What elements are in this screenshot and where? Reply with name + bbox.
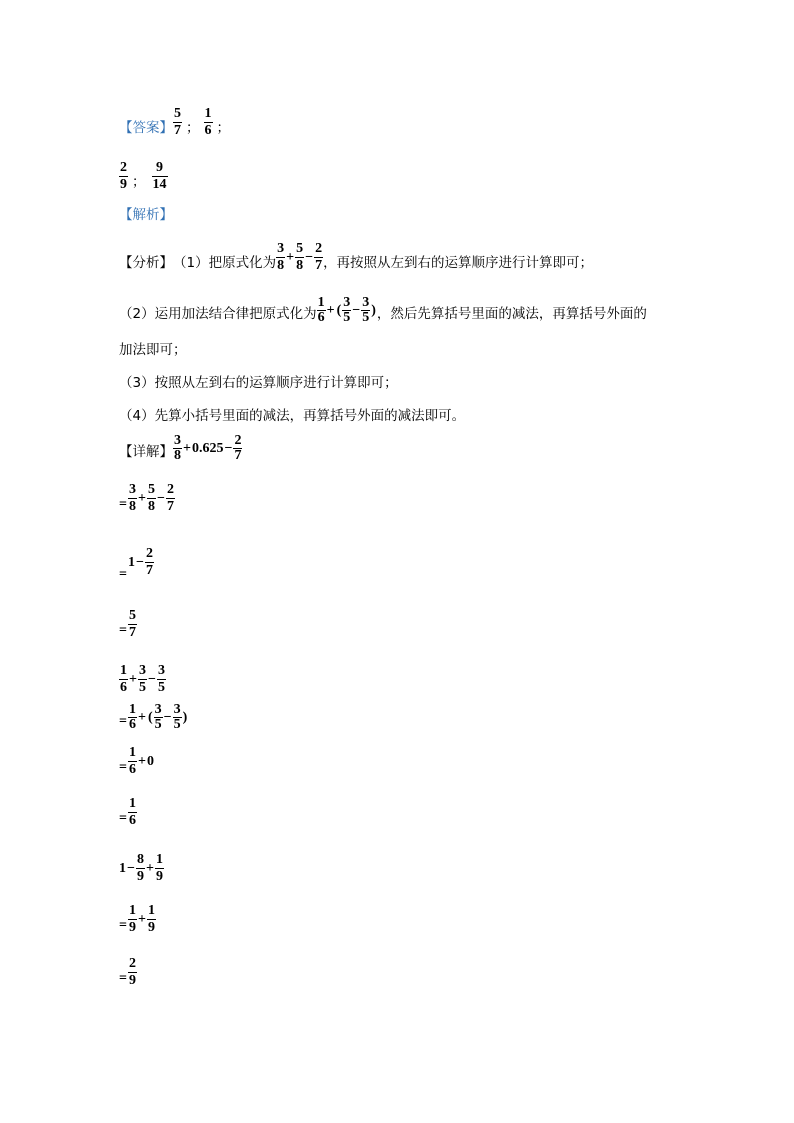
fraction: $\frac{3}{8}$ bbox=[128, 482, 136, 514]
step-3c bbox=[119, 956, 137, 989]
fraction: $\frac{1}{9}$ bbox=[147, 903, 155, 935]
fraction: $\frac{2}{7}$ bbox=[145, 546, 153, 578]
fraction: $\frac{3}{5}$ bbox=[173, 702, 181, 732]
fraction: $\frac{5}{8}$ bbox=[296, 241, 304, 273]
fraction: $\frac{3}{5}$ bbox=[154, 702, 162, 732]
number: 1 bbox=[119, 860, 126, 876]
equals-sign: = bbox=[119, 811, 127, 826]
fraction: $\frac{3}{5}$ bbox=[362, 295, 370, 325]
fraction: $\frac{1}{9}$ bbox=[155, 852, 163, 884]
step-2b bbox=[119, 703, 188, 732]
plus-sign: + bbox=[145, 860, 154, 876]
minus-sign: − bbox=[163, 709, 172, 725]
step-2c bbox=[119, 745, 154, 778]
fraction: $\frac{8}{9}$ bbox=[136, 852, 144, 884]
analysis-p2 bbox=[119, 296, 647, 325]
detail-label: 【详解】 bbox=[119, 444, 173, 460]
equals-sign: = bbox=[119, 567, 127, 582]
plus-sign: + bbox=[183, 440, 191, 456]
minus-sign: − bbox=[156, 490, 165, 506]
p2-prefix: （2）运用加法结合律把原式化为 bbox=[119, 306, 317, 322]
plus-sign: + bbox=[137, 709, 146, 725]
equals-sign: = bbox=[119, 623, 127, 638]
answer-line-2 bbox=[119, 160, 168, 193]
p2-suffix: ，然后先算括号里面的减法，再算括号外面的 bbox=[376, 306, 647, 322]
answer-fraction-1: $\frac{5}{7}$ bbox=[174, 106, 181, 138]
analysis-p3: （3）按照从左到右的运算顺序进行计算即可； bbox=[119, 375, 398, 391]
fraction: $\frac{1}{9}$ bbox=[128, 903, 136, 935]
equals-sign: = bbox=[119, 497, 127, 512]
answer-fraction-2: $\frac{1}{6}$ bbox=[204, 106, 212, 138]
right-paren: ) bbox=[182, 709, 188, 725]
analysis-p1 bbox=[119, 241, 593, 274]
minus-sign: − bbox=[147, 671, 156, 687]
fraction: $\frac{3}{8}$ bbox=[277, 241, 285, 273]
equals-sign: = bbox=[119, 714, 127, 729]
p1-suffix: ，再按照从左到右的运算顺序进行计算即可； bbox=[323, 255, 594, 271]
step-2d bbox=[119, 796, 137, 829]
fraction: $\frac{5}{8}$ bbox=[147, 482, 155, 514]
plus-sign: + bbox=[137, 911, 146, 927]
plus-sign: + bbox=[137, 753, 146, 769]
number: 1 bbox=[127, 554, 135, 570]
equals-sign: = bbox=[119, 918, 127, 933]
left-paren: ( bbox=[147, 709, 153, 725]
step-2a bbox=[119, 663, 166, 696]
right-paren: ) bbox=[371, 302, 376, 318]
answer-fraction-3: $\frac{2}{9}$ bbox=[120, 160, 127, 192]
detail-line bbox=[119, 434, 242, 463]
minus-sign: − bbox=[352, 302, 361, 318]
left-paren: ( bbox=[336, 302, 342, 318]
fraction: $\frac{2}{7}$ bbox=[234, 433, 242, 463]
decimal-value: 0.625 bbox=[191, 440, 224, 456]
fraction: $\frac{3}{5}$ bbox=[138, 663, 146, 695]
fraction: $\frac{3}{5}$ bbox=[157, 663, 165, 695]
minus-sign: − bbox=[135, 554, 144, 570]
fraction: $\frac{1}{6}$ bbox=[128, 796, 136, 828]
equals-sign: = bbox=[119, 760, 127, 775]
p2-continuation: 加法即可； bbox=[119, 342, 187, 358]
p1-prefix: （1）把原式化为 bbox=[173, 255, 277, 271]
answer-line-1 bbox=[119, 106, 230, 139]
fraction: $\frac{2}{7}$ bbox=[166, 482, 174, 514]
fenxi-label: 【分析】 bbox=[119, 255, 173, 271]
plus-sign: + bbox=[137, 490, 146, 506]
fraction: $\frac{3}{8}$ bbox=[174, 433, 181, 463]
answer-fraction-4: $\frac{9}{14}$ bbox=[152, 160, 167, 192]
equals-sign: = bbox=[119, 971, 127, 986]
fraction: $\frac{2}{7}$ bbox=[315, 241, 323, 273]
step-3b bbox=[119, 903, 156, 936]
analysis-p4: （4）先算小括号里面的减法，再算括号外面的减法即可。 bbox=[119, 408, 466, 424]
separator: ； bbox=[216, 120, 230, 136]
fraction: $\frac{1}{6}$ bbox=[317, 295, 325, 325]
step-1b bbox=[119, 546, 154, 582]
step-1c bbox=[119, 608, 137, 641]
analysis-label: 【解析】 bbox=[119, 207, 173, 223]
plus-sign: + bbox=[129, 671, 137, 687]
minus-sign: − bbox=[305, 249, 314, 265]
separator: ； bbox=[186, 120, 200, 136]
fraction: $\frac{3}{5}$ bbox=[343, 295, 351, 325]
fraction: $\frac{1}{6}$ bbox=[128, 745, 136, 777]
minus-sign: − bbox=[224, 440, 233, 456]
fraction: $\frac{1}{6}$ bbox=[120, 663, 127, 695]
fraction: $\frac{5}{7}$ bbox=[128, 608, 136, 640]
separator: ； bbox=[132, 174, 146, 190]
fraction: $\frac{1}{6}$ bbox=[128, 702, 136, 732]
answer-label: 【答案】 bbox=[119, 120, 173, 136]
minus-sign: − bbox=[127, 860, 135, 876]
number: 0 bbox=[146, 753, 154, 769]
fraction: $\frac{2}{9}$ bbox=[128, 956, 136, 988]
plus-sign: + bbox=[286, 249, 295, 265]
plus-sign: + bbox=[326, 302, 335, 318]
step-1a bbox=[119, 482, 175, 515]
step-3a bbox=[119, 852, 164, 885]
